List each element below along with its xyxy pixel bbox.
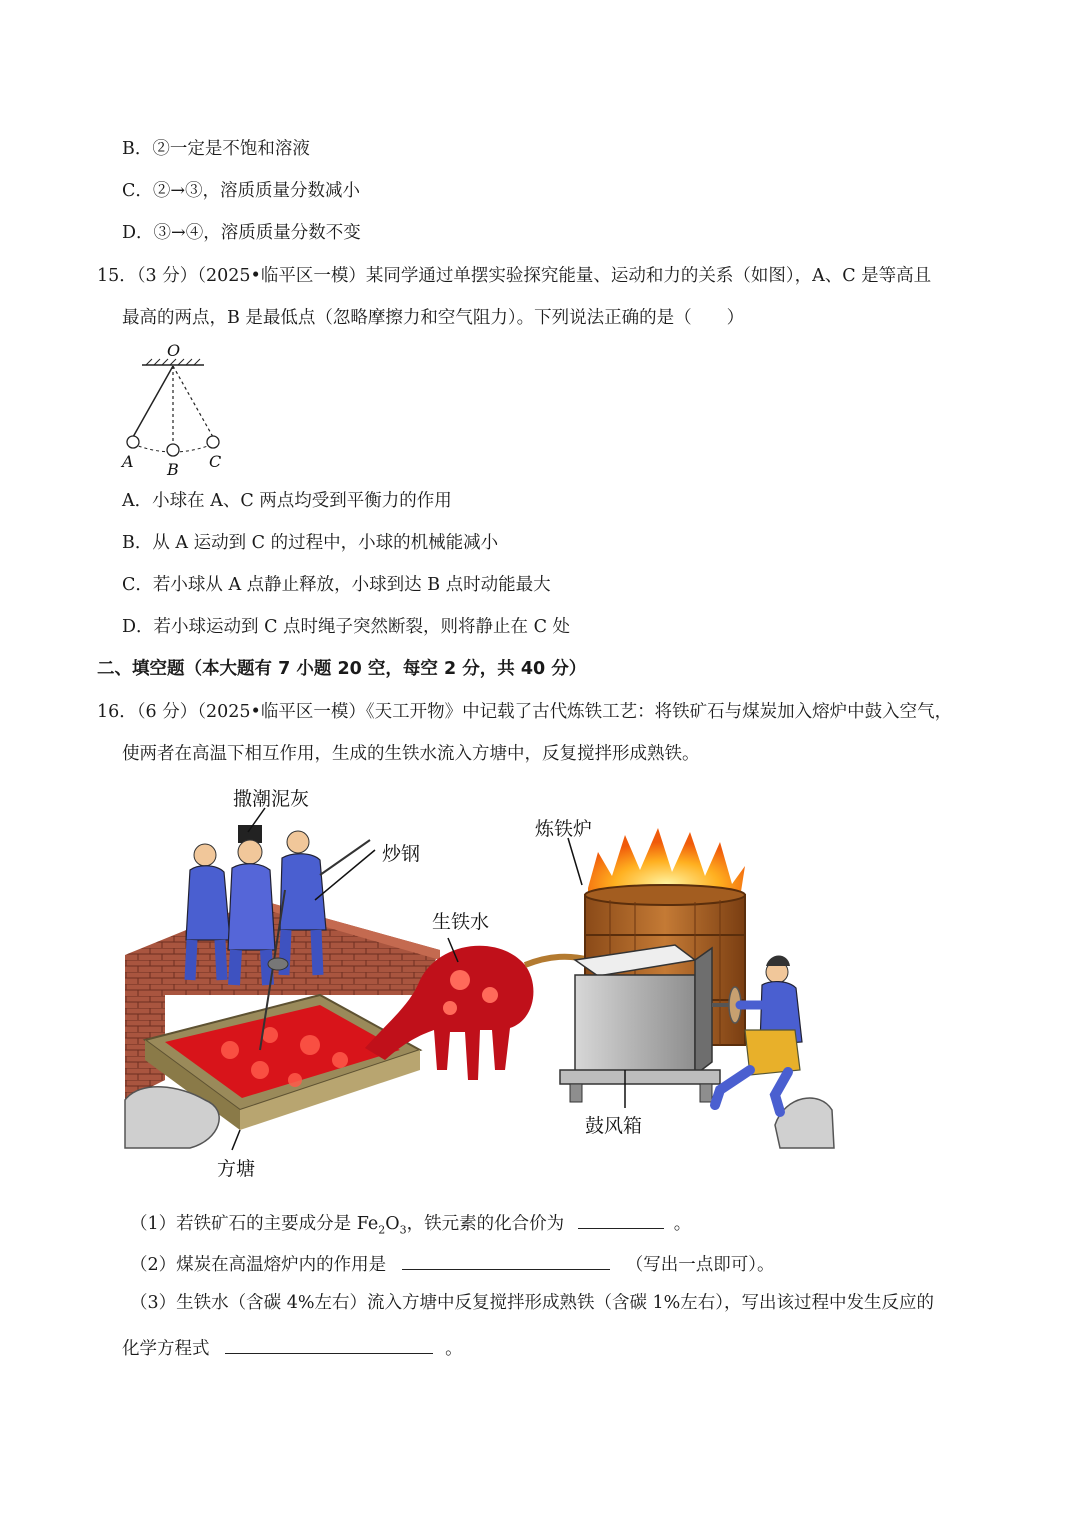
q16-sub2: [130, 1253, 774, 1275]
string-c: [173, 366, 213, 437]
q15-option-d: D．若小球运动到 C 点时绳子突然断裂，则将静止在 C 处: [122, 617, 571, 637]
ball-c: [207, 436, 219, 448]
q14-option-b: B．②一定是不饱和溶液: [122, 139, 310, 159]
answer-blank-1[interactable]: [578, 1212, 664, 1229]
label-o: O: [167, 341, 181, 360]
pendulum-figure: [112, 340, 242, 480]
label-shengtieshui: 生铁水: [432, 911, 490, 933]
answer-blank-3[interactable]: [225, 1337, 433, 1354]
string-a: [133, 366, 173, 437]
q16-sub1-text: （1）若铁矿石的主要成分是 Fe: [130, 1214, 379, 1234]
q16-sub2-note: （写出一点即可）。: [625, 1255, 775, 1275]
q16-sub2-text: （2）煤炭在高温熔炉内的作用是: [130, 1255, 387, 1275]
label-b: B: [167, 460, 179, 479]
label-c: C: [209, 452, 222, 471]
q16-sub3-text: 化学方程式: [122, 1339, 210, 1359]
label-sachaoni: 撒潮泥灰: [233, 788, 310, 810]
q15-option-c: C．若小球从 A 点静止释放，小球到达 B 点时动能最大: [122, 575, 551, 595]
q16-stem-line2: 使两者在高温下相互作用，生成的生铁水流入方塘中，反复搅拌形成熟铁。: [122, 744, 700, 764]
subscript-2: 2: [378, 1223, 386, 1237]
label-fangtang: 方塘: [217, 1158, 256, 1180]
label-a: A: [122, 452, 134, 471]
ball-a: [127, 436, 139, 448]
label-gufengxiang: 鼓风箱: [585, 1115, 643, 1137]
label-chaogang: 炒钢: [382, 843, 421, 865]
formula-o: O: [385, 1214, 400, 1234]
q15-option-b: B．从 A 运动到 C 的过程中，小球的机械能减小: [122, 533, 499, 553]
q16-sub1-period: 。: [673, 1214, 692, 1234]
q15-stem-line1: 15．（3 分）（2025•临平区一模）某同学通过单摆实验探究能量、运动和力的关系（如图），A、C 是等高且: [97, 266, 932, 286]
q16-sub3-line1: （3）生铁水（含碳 4%左右）流入方塘中反复搅拌形成熟铁（含碳 1%左右），写出该过程中发生反应的: [130, 1293, 935, 1313]
q16-sub3-line2: [122, 1337, 463, 1359]
q16-stem-line1: 16．（6 分）（2025•临平区一模）《天工开物》中记载了古代炼铁工艺：将铁矿石与煤炭加入熔炉中鼓入空气，: [97, 702, 953, 722]
label-liantielu: 炼铁炉: [535, 818, 593, 840]
q15-stem-line2: 最高的两点，B 是最低点（忽略摩擦力和空气阻力）。下列说法正确的是（ ）: [122, 308, 745, 328]
q16-sub3-period: 。: [445, 1339, 463, 1359]
answer-blank-2[interactable]: [402, 1253, 610, 1270]
q14-option-c: C．②→③，溶质质量分数减小: [122, 181, 361, 201]
rock-right: [775, 1098, 834, 1148]
q16-sub1-text-2: ，铁元素的化合价为: [406, 1214, 565, 1234]
iron-smelting-figure: [120, 780, 840, 1180]
section-heading: 二、填空题（本大题有 7 小题 20 空，每空 2 分，共 40 分）: [97, 659, 587, 679]
q16-sub1: [130, 1212, 691, 1236]
q14-option-d: D．③→④，溶质质量分数不变: [122, 223, 361, 243]
q15-option-a: A．小球在 A、C 两点均受到平衡力的作用: [122, 491, 452, 511]
subscript-3: 3: [399, 1223, 407, 1237]
ball-b: [167, 444, 179, 456]
